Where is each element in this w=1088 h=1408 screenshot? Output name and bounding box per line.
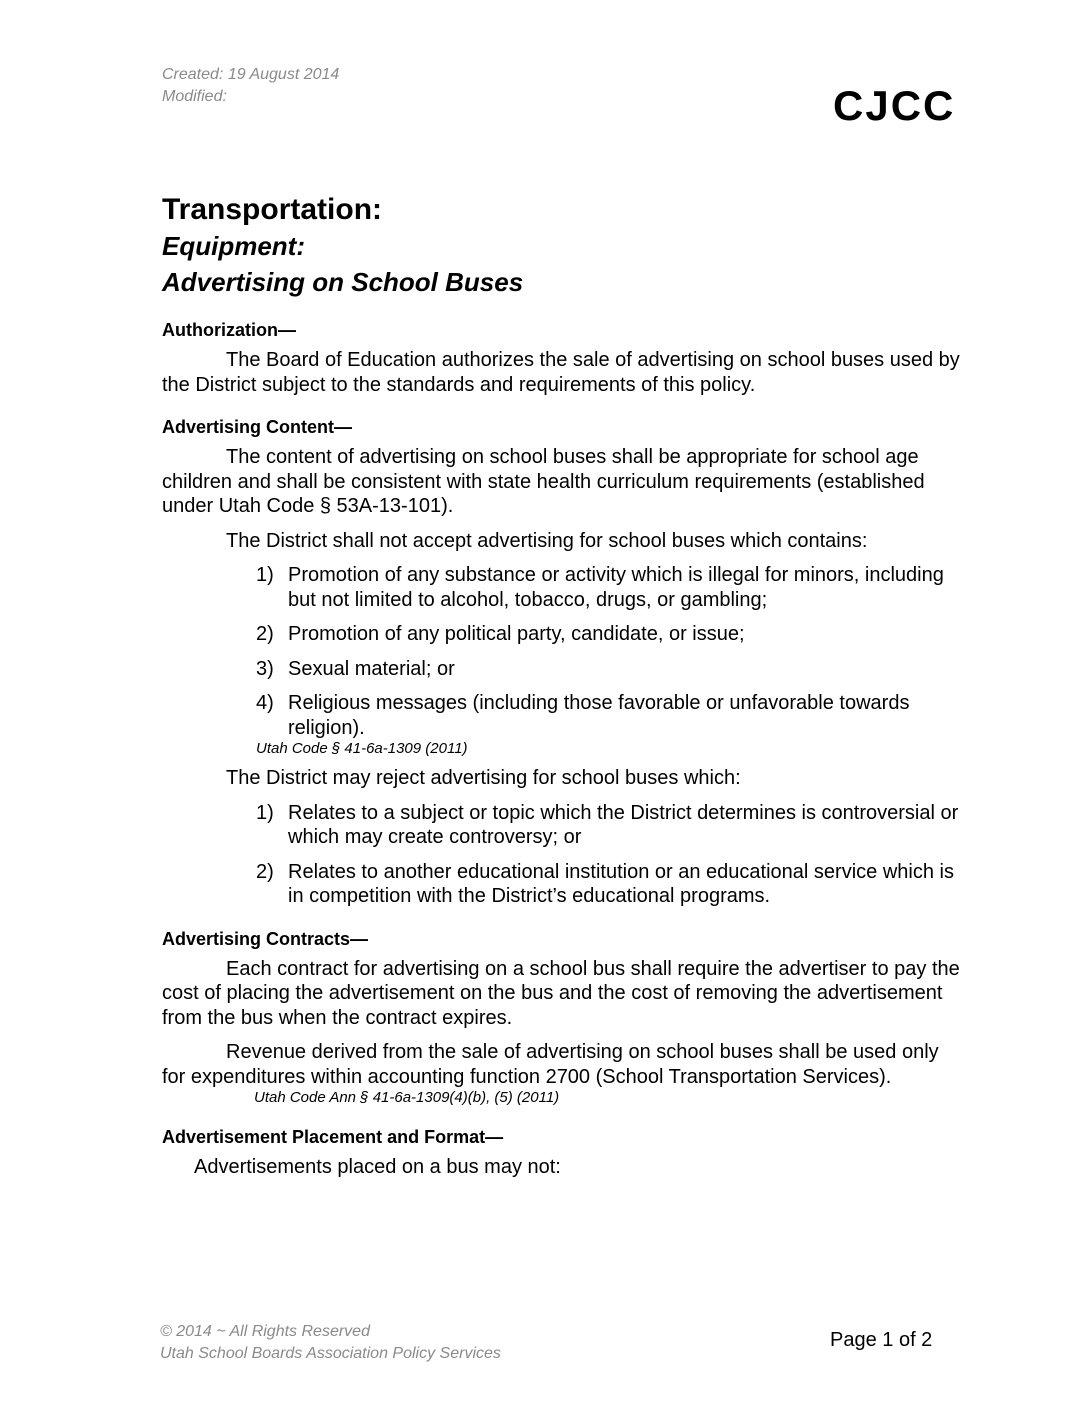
content-paragraph-3: The District may reject advertising for school buses which: <box>226 767 741 789</box>
list-item <box>162 691 962 740</box>
list-text: Religious messages (including those favorable or unfavorable towards religion). <box>288 692 910 739</box>
contracts-heading: Advertising Contracts— <box>162 928 369 949</box>
created-date: Created: 19 August 2014 <box>162 66 340 83</box>
list-number: 1) <box>256 801 274 824</box>
title-line-1: Transportation: <box>162 193 383 226</box>
content-paragraph-1: The content of advertising on school buses shall be appropriate for school age children and shall be consistent with state health curriculum requirements (established under Utah Code § 53A-13-101). <box>162 446 925 517</box>
list-number: 1) <box>256 564 274 586</box>
placement-paragraph: Advertisements placed on a bus may not: <box>194 1156 561 1178</box>
content-paragraph-2: The District shall not accept advertising for school buses which contains: <box>226 529 868 552</box>
list-text: Promotion of any substance or activity which is illegal for minors, including but not limited to alcohol, tobacco, drugs, or gambling; <box>288 564 944 611</box>
title-line-2: Equipment: <box>162 231 305 261</box>
contracts-paragraph-2: Revenue derived from the sale of advertising on school buses shall be used only for expenditures within accounting function 2700 (School Transportation Services). <box>162 1041 939 1088</box>
rejectable-content-list <box>162 801 962 909</box>
list-text: Relates to a subject or topic which the District determines is controversial or which may create controversy; or <box>288 801 959 848</box>
list-number: 4) <box>256 692 274 714</box>
policy-body <box>162 318 962 1190</box>
list-item <box>162 801 962 850</box>
list-item <box>162 622 962 647</box>
list-item <box>162 657 962 682</box>
list-item <box>162 563 962 612</box>
list-text: Sexual material; or <box>288 657 455 680</box>
document-meta <box>162 64 339 108</box>
title-line-3: Advertising on School Buses <box>162 267 524 297</box>
content-heading: Advertising Content— <box>162 417 353 437</box>
authorization-heading: Authorization— <box>162 320 296 340</box>
legal-citation: Utah Code § 41-6a-1309 (2011) <box>256 740 468 757</box>
policy-code: CJCC <box>833 82 956 129</box>
modified-date: Modified: <box>162 88 227 105</box>
contracts-paragraph-1: Each contract for advertising on a school bus shall require the advertiser to pay the cost of placing the advertisement on the bus and the cost of removing the advertisement from the bus when the contract expires. <box>162 957 960 1029</box>
footer-org: Utah School Boards Association Policy Services <box>160 1345 501 1362</box>
title-block <box>162 192 523 300</box>
list-number: 2) <box>256 623 274 645</box>
page-number: Page 1 of 2 <box>830 1329 933 1351</box>
legal-citation: Utah Code Ann § 41-6a-1309(4)(b), (5) (2011) <box>254 1089 560 1106</box>
list-item <box>162 860 962 909</box>
authorization-paragraph: The Board of Education authorizes the sale of advertising on school buses used by the District subject to the standards and requirements of this policy. <box>162 349 960 396</box>
list-text: Relates to another educational institution or an educational service which is in competition with the District’s educational programs. <box>288 860 954 907</box>
placement-heading: Advertisement Placement and Format— <box>162 1127 504 1147</box>
list-text: Promotion of any political party, candidate, or issue; <box>288 623 745 645</box>
copyright: © 2014 ~ All Rights Reserved <box>160 1323 370 1340</box>
footer-credits <box>160 1321 501 1365</box>
list-number: 3) <box>256 657 274 680</box>
prohibited-content-list <box>162 563 962 740</box>
list-number: 2) <box>256 860 274 883</box>
